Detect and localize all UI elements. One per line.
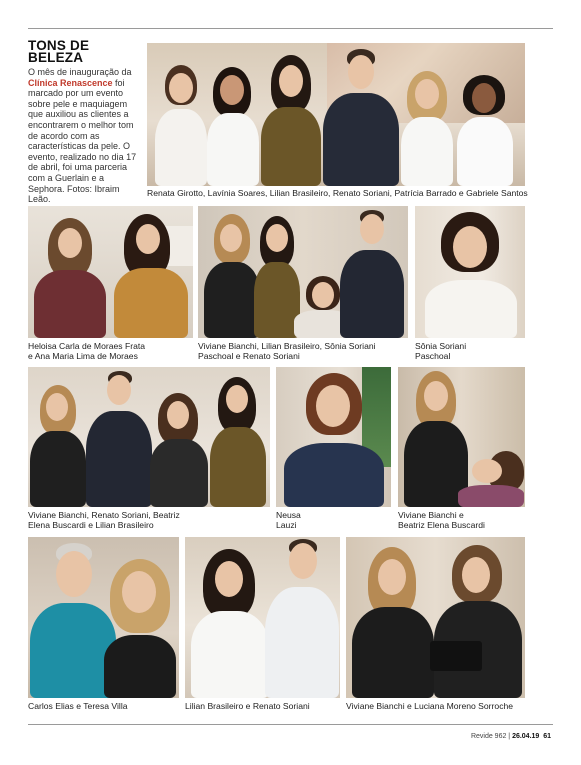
gift-box [430, 641, 482, 671]
caption-heloisa-ana: Heloisa Carla de Moraes Frata e Ana Maria Lima de Moraes [28, 341, 146, 361]
intro-pre: O mês de inauguração da [28, 67, 132, 77]
section-title [28, 40, 140, 64]
caption-makeup-session: Viviane Bianchi, Lilian Brasileiro, Sônia Soriani Paschoal e Renato Soriani [198, 341, 376, 361]
bottom-rule [28, 724, 553, 725]
title-line-1: TONS DE [28, 38, 90, 53]
caption-lilian-renato: Lilian Brasileiro e Renato Soriani [185, 701, 310, 711]
caption-viviane-luciana: Viviane Bianchi e Luciana Moreno Sorroche [346, 701, 514, 711]
photo-viviane-luciana [346, 537, 525, 698]
caption-viviane-beatriz: Viviane Bianchi e Beatriz Elena Buscardi [398, 510, 485, 530]
footer-issue: Revide 962 | [470, 733, 513, 740]
title-line-2: BELEZA [28, 50, 84, 65]
caption-sonia: Sônia Soriani Paschoal [415, 341, 467, 361]
caption-neusa: Neusa Lauzi [276, 510, 301, 530]
photo-group-six [147, 43, 525, 186]
brand-name: Clínica Renascence [28, 77, 113, 88]
photo-group-four [28, 367, 270, 507]
caption-group-four: Viviane Bianchi, Renato Soriani, Beatriz Elena Buscardi e Lilian Brasileiro [28, 510, 180, 530]
photo-makeup-session [198, 206, 408, 338]
intro-post: foi marcado por um evento sobre pele e maquiagem que auxiliou as clientes a encontrarem o melhor tom de acordo com as características da pele. O evento, realizado no dia 17 de abril, foi uma parceria com a Guerlain e a Sephora. Fotos: Ibraim Leão. [28, 77, 137, 205]
photo-heloisa-ana [28, 206, 193, 338]
intro-text [28, 67, 140, 205]
page-number: 61 [543, 733, 551, 740]
page-footer [471, 733, 551, 740]
photo-lilian-renato [185, 537, 340, 698]
intro-block [28, 40, 140, 205]
photo-neusa [276, 367, 391, 507]
photo-viviane-beatriz [398, 367, 525, 507]
footer-date: 26.04.19 [512, 733, 540, 740]
photo-sonia [415, 206, 525, 338]
top-rule [28, 28, 553, 29]
caption-carlos-teresa: Carlos Elias e Teresa Villa [28, 701, 128, 711]
caption-group-six: Renata Girotto, Lavínia Soares, Lilian Brasileiro, Renato Soriani, Patrícia Barrado e Gabriele Santos [147, 188, 528, 198]
photo-carlos-teresa [28, 537, 179, 698]
